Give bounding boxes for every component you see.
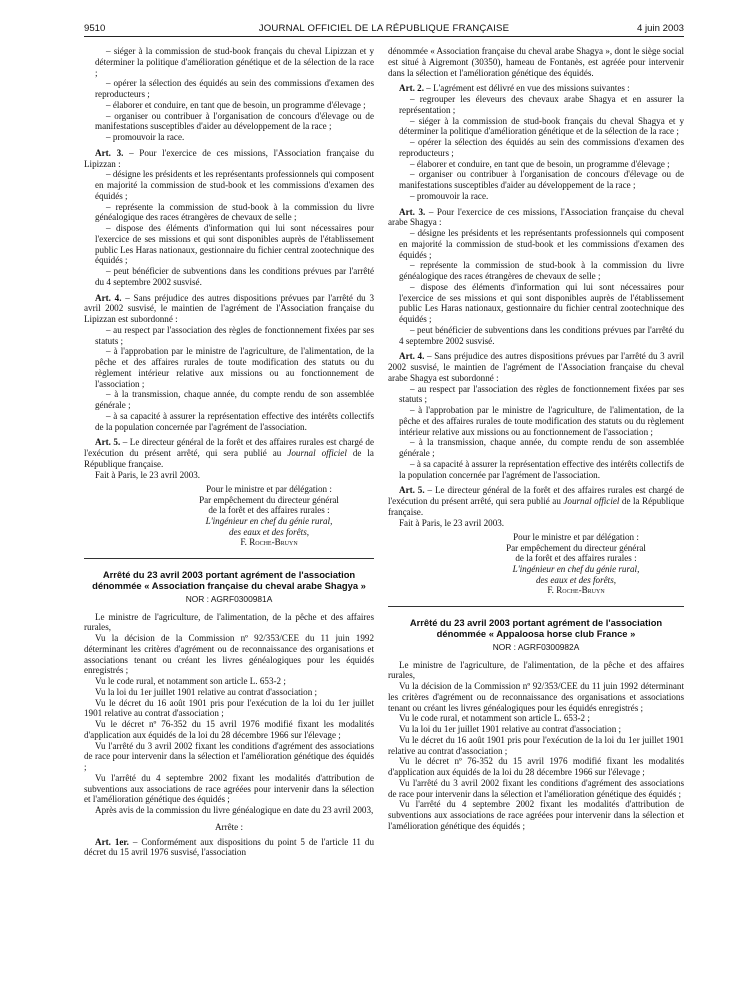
left-column [84, 46, 374, 982]
preamble-paragraph: Vu le code rural, et notamment son article L. 653-2 ; [399, 713, 590, 724]
article-label: Art. 4. [95, 292, 122, 303]
page-number: 9510 [84, 23, 106, 34]
list-item: – désigne les présidents et les représentants professionnels qui composent en majorité la commission de stud-book et les commissions d'examen des équidés ; [399, 228, 684, 260]
list-item: – promouvoir la race. [410, 190, 489, 201]
arrete-heading: Arrête : [214, 821, 244, 832]
list-item: – dispose des éléments d'information qui lui sont nécessaires pour l'exercice de ses missions et qui sont disponibles auprès de l'établissement public Les Haras nationaux, gestionnaire du fichier central zootechnique des équidés ; [399, 281, 684, 324]
journal-title: JOURNAL OFFICIEL DE LA RÉPUBLIQUE FRANÇAISE [258, 23, 510, 34]
list-item: – représente la commission de stud-book à la commission du livre généalogique des races étrangères de chevaux de selle ; [399, 260, 684, 281]
divider [388, 606, 684, 607]
article-label: Art. 1er. [95, 836, 129, 847]
preamble-paragraph: Vu le décret nº 76-352 du 15 avril 1976 modifié fixant les modalités d'application aux équidés de la loi du 28 décembre 1966 sur l'élevage ; [84, 719, 374, 740]
list-item: – organiser ou contribuer à l'organisation de concours d'élevage ou de manifestations susceptibles d'aider au développement de la race ; [95, 110, 374, 132]
article-label: Art. 5. [399, 485, 425, 496]
issue-date: 4 juin 2003 [637, 23, 684, 34]
decree-title-appaloosa: Arrêté du 23 avril 2003 portant agrément de l'association dénommée « Appaloosa horse club France » [409, 616, 663, 639]
preamble-paragraph: Le ministre de l'agriculture, de l'alimentation, de la pêche et des affaires rurales, [84, 611, 374, 633]
preamble-paragraph: Vu le décret nº 76-352 du 15 avril 1976 modifié fixant les modalités d'application aux équidés de la loi du 28 décembre 1966 sur l'élevage ; [388, 756, 684, 778]
article-label: Art. 4. [399, 351, 425, 362]
preamble-paragraph: Vu le décret du 16 août 1901 pris pour l'exécution de la loi du 1er juillet 1901 relative au contrat d'association ; [388, 734, 684, 756]
article-5: Art. 5. – Le directeur général de la forêt et des affaires rurales est chargé de l'exécution du présent arrêté, qui sera publié au Journal officiel de la République française. [388, 485, 684, 517]
decree-title-shagya: Arrêté du 23 avril 2003 portant agrément de l'association dénommée « Association française du cheval arabe Shagya » [92, 568, 366, 591]
signatory-name: F. Roche-Bruyn [240, 537, 298, 548]
signatory-name: F. Roche-Bruyn [547, 585, 605, 596]
list-item: – regrouper les éleveurs des chevaux arabe Shagya et en assurer la représentation ; [399, 94, 684, 115]
list-item: – à sa capacité à assurer la représentation effective des intérêts collectifs de la population concernée par l'agrément de l'association. [95, 410, 374, 432]
list-item: – représente la commission de stud-book à la commission du livre généalogique des races étrangères de chevaux de selle ; [95, 201, 374, 223]
preamble-paragraph: Vu la loi du 1er juillet 1901 relative au contrat d'association ; [399, 724, 622, 735]
article-label: Art. 3. [399, 206, 426, 217]
list-item: – à l'approbation par le ministre de l'agriculture, de l'alimentation, de la pêche et des affaires rurales de toute modification des statuts ou du règlement intérieur relative aux missions ou au fonctionnement de l'association ; [399, 405, 684, 437]
list-item: – siéger à la commission de stud-book français du cheval Shagya et y déterminer la politique d'amélioration génétique et de la sélection de la race ; [399, 115, 684, 137]
list-item: – peut bénéficier de subventions dans les conditions prévues par l'arrêté du 4 septembre 2002 susvisé. [95, 266, 374, 287]
preamble-paragraph: Après avis de la commission du livre généalogique en date du 23 avril 2003, [95, 805, 374, 816]
article-4-intro: Art. 4. – Sans préjudice des autres dispositions prévues par l'arrêté du 3 avril 2002 susvisé, le maintien de l'agrément de l'Association française du cheval arabe Shagya est subordonné : [388, 351, 684, 383]
nor-reference: NOR : AGRF0300981A [185, 593, 273, 604]
list-item: – siéger à la commission de stud-book français du cheval Lipizzan et y déterminer la politique d'amélioration génétique et de la sélection de la race ; [95, 46, 374, 78]
list-item: – peut bénéficier de subventions dans les conditions prévues par l'arrêté du 4 septembre 2002 susvisé. [399, 324, 684, 346]
page-header [84, 20, 684, 37]
preamble-paragraph: Vu l'arrêté du 4 septembre 2002 fixant les modalités d'attribution de subventions aux associations de race agréées pour intervenir dans la sélection et l'amélioration génétique des équidés ; [388, 799, 684, 831]
preamble-paragraph: Vu l'arrêté du 3 avril 2002 fixant les conditions d'agrément des associations de race pour intervenir dans la sélection et l'amélioration génétique des équidés ; [388, 777, 684, 799]
preamble-paragraph: Vu la loi du 1er juillet 1901 relative au contrat d'association ; [95, 686, 318, 697]
article-label: Art. 5. [95, 437, 121, 448]
preamble-paragraph: Vu le code rural, et notamment son article L. 653-2 ; [95, 676, 286, 687]
article-2-intro: Art. 2. – L'agrément est délivré en vue des missions suivantes : [399, 83, 630, 94]
article-1-continued: dénommée « Association française du cheval arabe Shagya », dont le siège social est situé à Aigremont (30350), hameau de Fontanès, est agréée pour intervenir dans la sélection et l'amélioration génétique des équidés. [388, 46, 684, 78]
article-1: Art. 1er. – Conformément aux dispositions du point 5 de l'article 11 du décret du 15 avril 1976 susvisé, l'association [84, 836, 374, 858]
article-4-intro: Art. 4. – Sans préjudice des autres dispositions prévues par l'arrêté du 3 avril 2002 susvisé, le maintien de l'agrément de l'Association française du Lipizzan est subordonné : [84, 292, 374, 324]
list-item: – à l'approbation par le ministre de l'agriculture, de l'alimentation, de la pêche et des affaires rurales de toute modification des statuts ou du règlement intérieur relative aux missions ou au fonctionnement de l'association ; [95, 346, 374, 389]
signature-block: Pour le ministre et par délégation : Par empêchement du directeur général de la forêt et des affaires rurales : L'ingénieur en chef du génie rural, des eaux et des forêts, F. Roche-Bruyn [468, 532, 684, 596]
list-item: – promouvoir la race. [106, 132, 185, 142]
list-item: – à la transmission, chaque année, du compte rendu de son assemblée générale ; [399, 437, 684, 458]
preamble-paragraph: Le ministre de l'agriculture, de l'alimentation, de la pêche et des affaires rurales, [388, 659, 684, 681]
list-item: – opérer la sélection des équidés au sein des commissions d'examen des reproducteurs ; [399, 137, 684, 158]
done-at: Fait à Paris, le 23 avril 2003. [399, 517, 505, 528]
nor-reference: NOR : AGRF0300982A [492, 641, 580, 652]
right-column [388, 46, 684, 982]
list-item: – élaborer et conduire, en tant que de besoin, un programme d'élevage ; [410, 158, 670, 169]
signature-block: Pour le ministre et par délégation : Par empêchement du directeur général de la forêt et des affaires rurales : L'ingénieur en chef du génie rural, des eaux et des forêts, F. Roche-Bruyn [164, 484, 374, 548]
lipizzan-missions-list [84, 46, 374, 143]
article-label: Art. 3. [95, 147, 124, 158]
list-item: – opérer la sélection des équidés au sein des commissions d'examen des reproducteurs ; [95, 78, 374, 99]
list-item: – à la transmission, chaque année, du compte rendu de son assemblée générale ; [95, 389, 374, 410]
preamble-paragraph: Vu l'arrêté du 4 septembre 2002 fixant les modalités d'attribution de subventions aux associations de race agréées pour intervenir dans la sélection et l'amélioration génétique des équidés ; [84, 772, 374, 805]
preamble-paragraph: Vu le décret du 16 août 1901 pris pour l'exécution de la loi du 1er juillet 1901 relative au contrat d'association ; [84, 697, 374, 719]
preamble-paragraph: Vu l'arrêté du 3 avril 2002 fixant les conditions d'agrément des associations de race pour intervenir dans la sélection et l'amélioration génétique des équidés ; [84, 740, 374, 773]
divider [84, 558, 374, 559]
article-label: Art. 2. [399, 83, 424, 94]
list-item: – organiser ou contribuer à l'organisation de concours d'élevage ou de manifestations susceptibles d'aider au développement de la race ; [399, 169, 684, 190]
list-item: – au respect par l'association des règles de fonctionnement fixées par ses statuts ; [95, 324, 374, 346]
article-3-intro: Art. 3. – Pour l'exercice de ces missions, l'Association française du Lipizzan : [84, 147, 374, 169]
done-at: Fait à Paris, le 23 avril 2003. [95, 469, 201, 480]
article-3-intro: Art. 3. – Pour l'exercice de ces missions, l'Association française du cheval arabe Shagya : [388, 206, 684, 228]
list-item: – dispose des éléments d'information qui lui sont nécessaires pour l'exercice de ses missions et qui sont disponibles auprès de l'établissement public Les Haras nationaux, gestionnaire du fichier central zootechnique des équidés ; [95, 223, 374, 266]
list-item: – élaborer et conduire, en tant que de besoin, un programme d'élevage ; [106, 99, 366, 110]
article-5: Art. 5. – Le directeur général de la forêt et des affaires rurales est chargé de l'exécution du présent arrêté, qui sera publié au Journal officiel de la République française. [84, 437, 374, 469]
preamble-paragraph: Vu la décision de la Commission nº 92/353/CEE du 11 juin 1992 déterminant les critères d'agrément ou de reconnaissance des organisations et associations tenant ou créant les livres généalogiques pour les équidés enregistrés ; [388, 681, 684, 713]
list-item: – à sa capacité à assurer la représentation effective des intérêts collectifs de la population concernée par l'agrément de l'association. [399, 458, 684, 480]
list-item: – au respect par l'association des règles de fonctionnement fixées par ses statuts ; [399, 383, 684, 405]
preamble-paragraph: Vu la décision de la Commission nº 92/353/CEE du 11 juin 1992 déterminant les critères d'agrément ou de reconnaissance des organisations et associations tenant ou créant les livres généalogiques pour les équidés enregistrés ; [84, 633, 374, 676]
list-item: – désigne les présidents et les représentants professionnels qui composent en majorité la commission de stud-book et les commissions d'examen des équidés ; [95, 169, 374, 201]
